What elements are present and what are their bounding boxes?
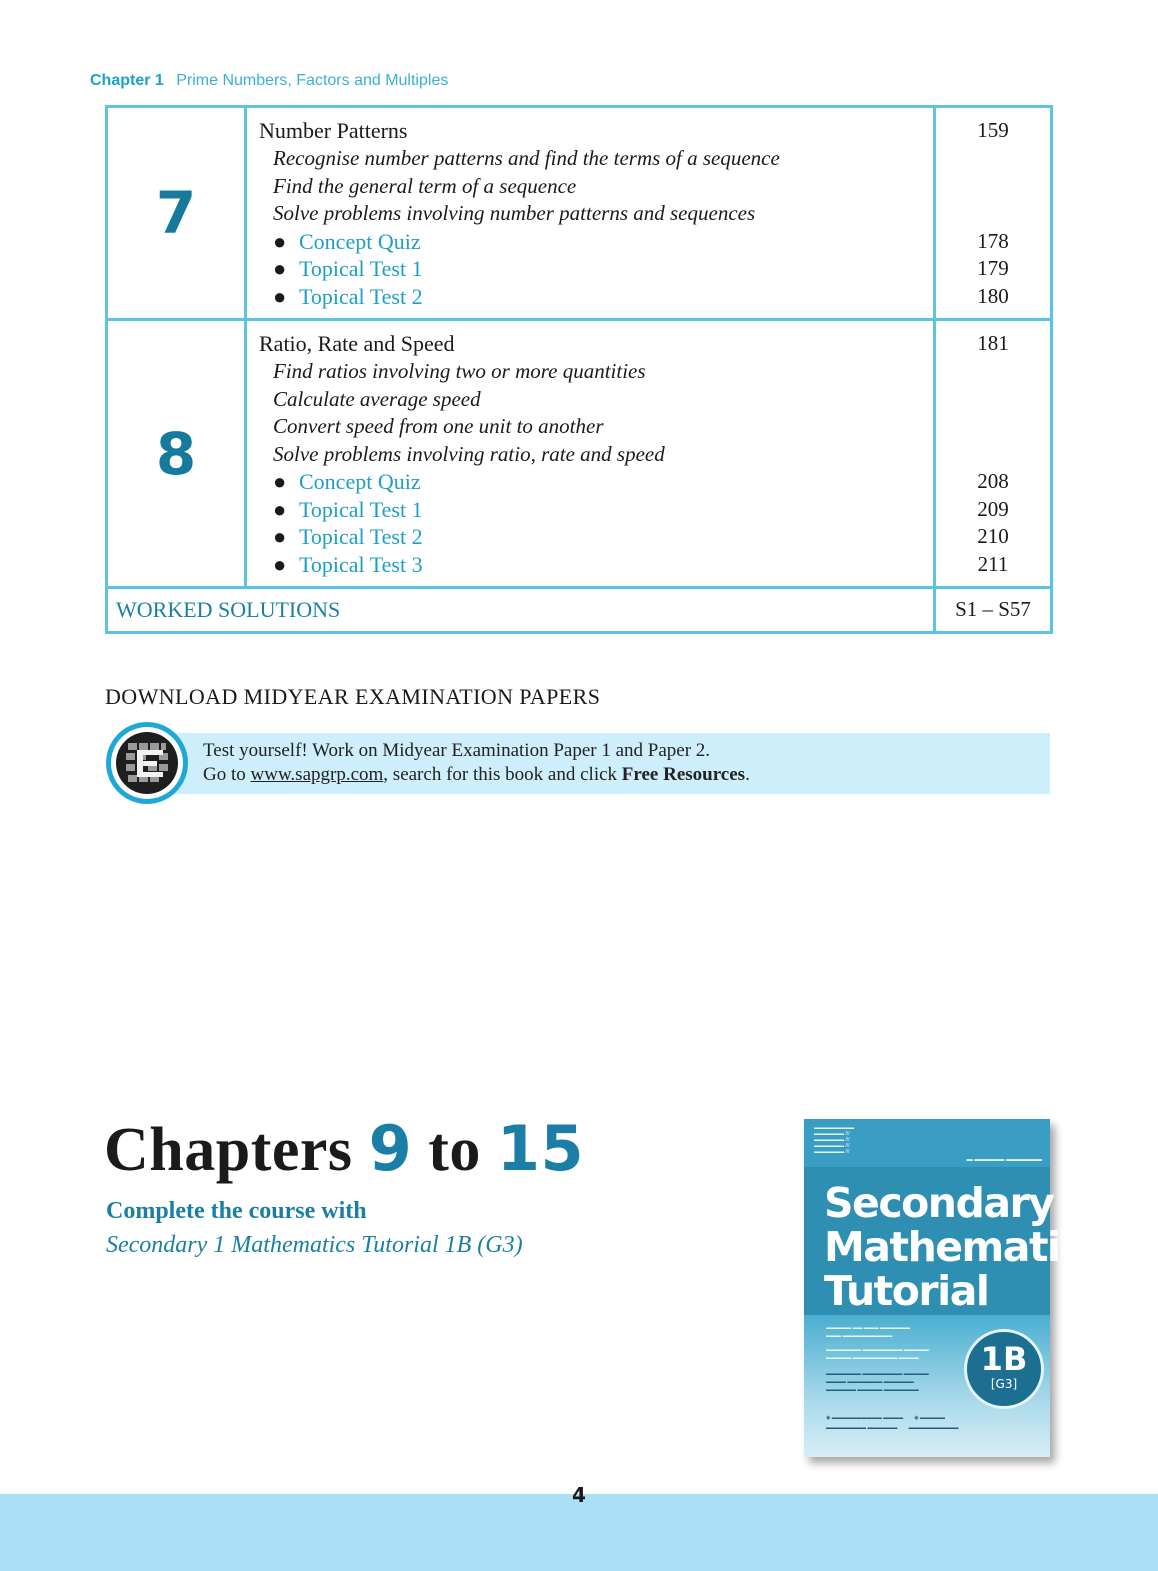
promo-tagline: Complete the course with <box>106 1198 367 1224</box>
cover-fine-print: ▬▬▬▬ ▬▬▬▬▬▬▬ ▬▬▬▬▬▬ <box>826 1379 914 1385</box>
page-spacer <box>936 200 1050 228</box>
promo-heading-to: to <box>428 1116 481 1184</box>
promo-heading <box>104 1112 584 1186</box>
line2-suffix: . <box>745 764 750 785</box>
page-number-footer: 4 <box>572 1483 586 1507</box>
chapter-title: Prime Numbers, Factors and Multiples <box>176 72 449 89</box>
cover-fine-print: ▬▬▬▬▬▬ ▬▬▬▬▬ ▬▬▬▬▬▬▬ <box>826 1387 919 1393</box>
download-text <box>203 739 750 787</box>
unit-row <box>107 320 1052 588</box>
test-label: Topical Test 1 <box>299 256 423 281</box>
page-number: 180 <box>977 283 1009 308</box>
worked-solutions-row[interactable] <box>107 588 1052 633</box>
download-line-1: Test yourself! Work on Midyear Examination Paper 1 and Paper 2. <box>203 740 711 761</box>
book-cover-image <box>804 1119 1106 1457</box>
page-number: 209 <box>977 496 1009 521</box>
chapter-label: Chapter 1 <box>90 72 164 89</box>
test-link[interactable] <box>259 228 921 256</box>
page-spacer <box>936 386 1050 414</box>
cover-fine-print: ▬▬▬▬▬ ▬▬▬▬▬▬▬▬▬ ▬▬▬▬ <box>826 1355 919 1361</box>
unit-number: 8 <box>107 320 246 588</box>
line2-prefix: Go to <box>203 764 251 785</box>
test-link[interactable] <box>259 551 921 579</box>
test-label: Topical Test 2 <box>299 283 423 309</box>
bullet-icon: ● <box>273 551 287 577</box>
cover-title-line: Secondary 1 <box>824 1179 1094 1227</box>
page-number: 178 <box>977 228 1009 253</box>
cover-fine-print: ▬▬▬▬▬▬▬ ▬▬▬▬▬▬▬▬ ▬▬▬▬▬ <box>826 1347 929 1353</box>
page-column <box>935 107 1052 320</box>
unit-title: Ratio, Rate and Speed <box>259 331 455 356</box>
test-link[interactable] <box>259 523 921 551</box>
unit-body <box>246 320 935 588</box>
page-number: 211 <box>977 551 1009 576</box>
bullet-icon: ● <box>273 496 287 522</box>
unit-row <box>107 107 1052 320</box>
website-link[interactable]: www.sapgrp.com <box>250 764 384 785</box>
page-number: 159 <box>977 118 1009 142</box>
objective: Calculate average speed <box>273 386 481 411</box>
test-link[interactable] <box>259 468 921 496</box>
download-line-2 <box>203 763 750 787</box>
page-spacer <box>936 413 1050 441</box>
objective: Find ratios involving two or more quantities <box>273 359 646 383</box>
cover-fine-print: ▬▬▬▬▬ ▬▬ ▬▬▬ ▬▬▬▬▬▬ <box>826 1325 911 1331</box>
cover-title <box>824 1181 1105 1313</box>
cover-title-line: Mathematics <box>824 1223 1106 1271</box>
download-heading: DOWNLOAD MIDYEAR EXAMINATION PAPERS <box>105 684 601 709</box>
cover-fine-print: ▬ ▬▬▬▬▬ ▬▬▬▬▬▬ <box>966 1157 1042 1163</box>
test-link[interactable] <box>259 255 921 283</box>
unit-body <box>246 107 935 320</box>
promo-heading-from: 9 <box>368 1112 413 1185</box>
cover-fine-print: ◉ ▬▬▬▬▬▬▬▬▬▬ ▬▬▬▬ ◉ ▬▬▬▬▬ <box>826 1415 946 1421</box>
test-label: Topical Test 3 <box>299 551 423 577</box>
cover-title-line: Tutorial <box>824 1267 989 1315</box>
objective: Convert speed from one unit to another <box>273 414 604 438</box>
test-label: Topical Test 1 <box>299 496 423 522</box>
cover-fine-print: ▬▬▬▬▬▬▬▬ ▬▬▬▬▬▬ /// ▬▬▬▬▬▬ /// ▬▬▬▬▬▬ /// ▬▬▬▬▬▬ /// <box>814 1125 854 1155</box>
cover-fine-print: ▬▬▬▬▬▬▬▬ ▬▬▬▬▬▬ ▬▬▬▬▬▬▬▬▬▬ <box>826 1425 959 1431</box>
cover-badge-main: 1B <box>980 1340 1028 1378</box>
test-link[interactable] <box>259 283 921 311</box>
free-resources-label: Free Resources <box>621 764 746 785</box>
page-spacer <box>936 358 1050 386</box>
bullet-icon: ● <box>273 256 287 281</box>
bullet-icon: ● <box>273 228 287 254</box>
page-spacer <box>936 441 1050 469</box>
page-spacer <box>936 145 1050 173</box>
objective: Find the general term of a sequence <box>273 173 577 198</box>
unit-number: 7 <box>107 107 246 320</box>
objective: Recognise number patterns and find the terms of a sequence <box>273 146 780 170</box>
cover-badge <box>964 1329 1044 1409</box>
test-link[interactable] <box>259 496 921 524</box>
contents-table <box>105 105 1053 634</box>
worked-solutions-label: WORKED SOLUTIONS <box>107 588 935 633</box>
bullet-icon: ● <box>273 469 287 494</box>
test-label: Concept Quiz <box>299 469 421 494</box>
cover-badge-sub: [G3] <box>990 1377 1018 1391</box>
page-number: 208 <box>977 469 1009 493</box>
page-number: 179 <box>977 256 1009 280</box>
bullet-icon: ● <box>273 524 287 549</box>
cover-fine-print: ▬▬▬ ▬▬▬▬▬▬▬▬▬▬ <box>826 1333 893 1339</box>
test-label: Concept Quiz <box>299 228 421 254</box>
page-column <box>935 320 1052 588</box>
download-icon <box>104 720 190 806</box>
page-number: 181 <box>977 331 1009 355</box>
bullet-icon: ● <box>273 283 287 309</box>
running-header <box>90 72 448 90</box>
promo-book-title: Secondary 1 Mathematics Tutorial 1B (G3) <box>106 1232 523 1258</box>
promo-heading-end: 15 <box>496 1112 585 1185</box>
page-spacer <box>936 173 1050 201</box>
page-number: 210 <box>977 524 1009 548</box>
line2-middle: , search for this book and click <box>383 764 622 785</box>
objective: Solve problems involving ratio, rate and speed <box>273 441 665 466</box>
objective: Solve problems involving number patterns and sequences <box>273 201 756 225</box>
test-label: Topical Test 2 <box>299 524 423 549</box>
unit-title: Number Patterns <box>259 118 408 143</box>
worked-solutions-pages: S1 – S57 <box>935 588 1052 633</box>
promo-heading-word: Chapters <box>104 1116 353 1184</box>
cover-fine-print: ▬▬▬▬▬▬▬ ▬▬▬▬▬▬▬▬ ▬▬▬▬▬ <box>826 1371 929 1377</box>
